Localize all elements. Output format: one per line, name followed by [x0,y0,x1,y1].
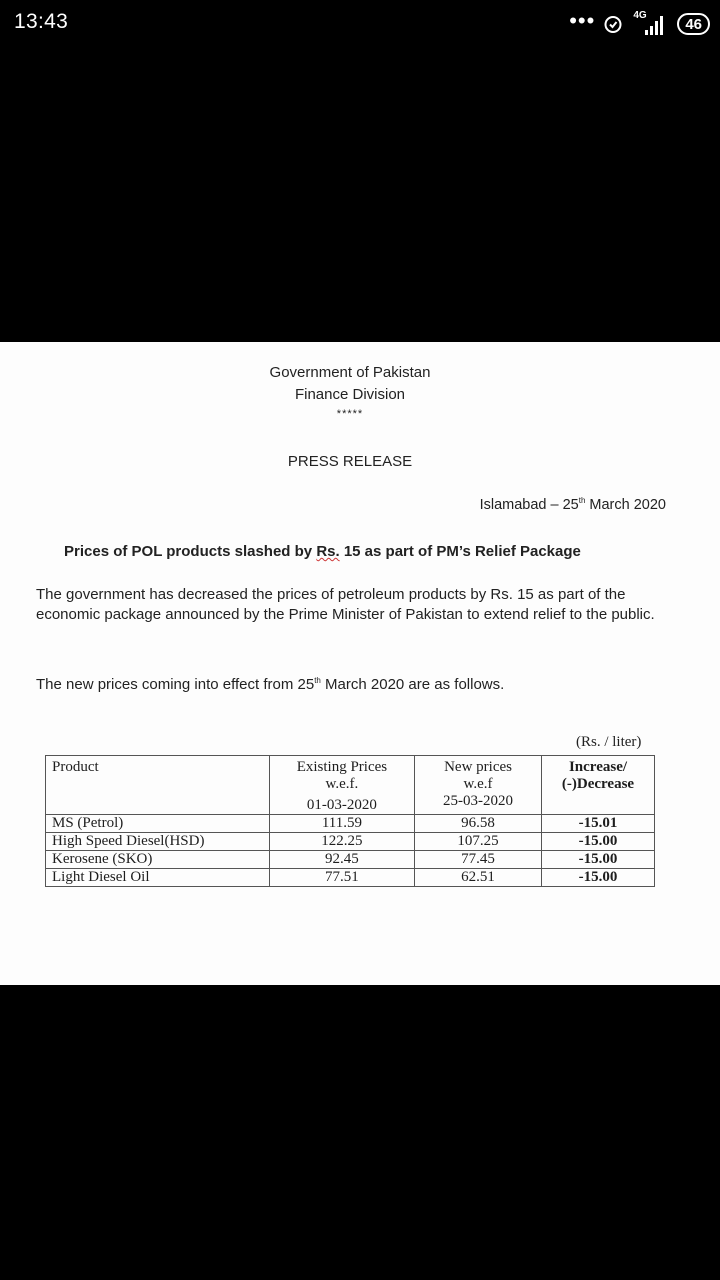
table-row [46,869,655,887]
body-paragraph: The government has decreased the prices of petroleum products by Rs. 15 as part of the economic package announced by the Prime Minister of Pakistan to extend relief to the public. [36,586,655,623]
table-row [46,833,655,851]
product-name: Kerosene (SKO) [46,851,270,869]
product-name: MS (Petrol) [46,815,270,833]
header-new-prices: New prices w.e.f 25-03-2020 [415,756,542,815]
status-bar [0,0,720,48]
table-header-row [46,756,655,815]
press-release-document [0,342,720,985]
more-notifications-icon: ••• [569,8,596,33]
unit-note: (Rs. / liter) [576,734,642,750]
signal-strength-icon [631,11,669,37]
table-row [46,815,655,833]
header-stars: ***** [336,408,364,420]
price-table [45,755,655,887]
existing-price: 122.25 [269,833,414,851]
header-existing-prices: Existing Prices w.e.f. 01-03-2020 [269,756,414,815]
press-release-label: PRESS RELEASE [287,453,413,470]
new-price: 96.58 [415,815,542,833]
new-price: 77.45 [415,851,542,869]
effective-date-paragraph: The new prices coming into effect from 25th March 2020 are as follows. [36,676,505,693]
existing-price: 77.51 [269,869,414,887]
location-date: Islamabad – 25th March 2020 [479,496,666,513]
alarm-clock-icon [603,14,623,34]
price-change: -15.00 [542,869,655,887]
status-time: 13:43 [14,10,69,33]
price-change: -15.00 [542,833,655,851]
price-change: -15.00 [542,851,655,869]
header-government: Government of Pakistan [269,364,431,381]
table-row [46,851,655,869]
price-change: -15.01 [542,815,655,833]
existing-price: 92.45 [269,851,414,869]
header-division: Finance Division [294,386,406,403]
existing-price: 111.59 [269,815,414,833]
new-price: 62.51 [415,869,542,887]
headline: Prices of POL products slashed by Rs. 15 as part of PM’s Relief Package [64,543,581,560]
network-type-label: 4G [633,10,647,21]
battery-icon: 46 [677,13,710,35]
product-name: High Speed Diesel(HSD) [46,833,270,851]
new-price: 107.25 [415,833,542,851]
header-change: Increase/ (-)Decrease [542,756,655,815]
product-name: Light Diesel Oil [46,869,270,887]
header-product: Product [46,756,270,815]
status-icons [569,9,710,39]
